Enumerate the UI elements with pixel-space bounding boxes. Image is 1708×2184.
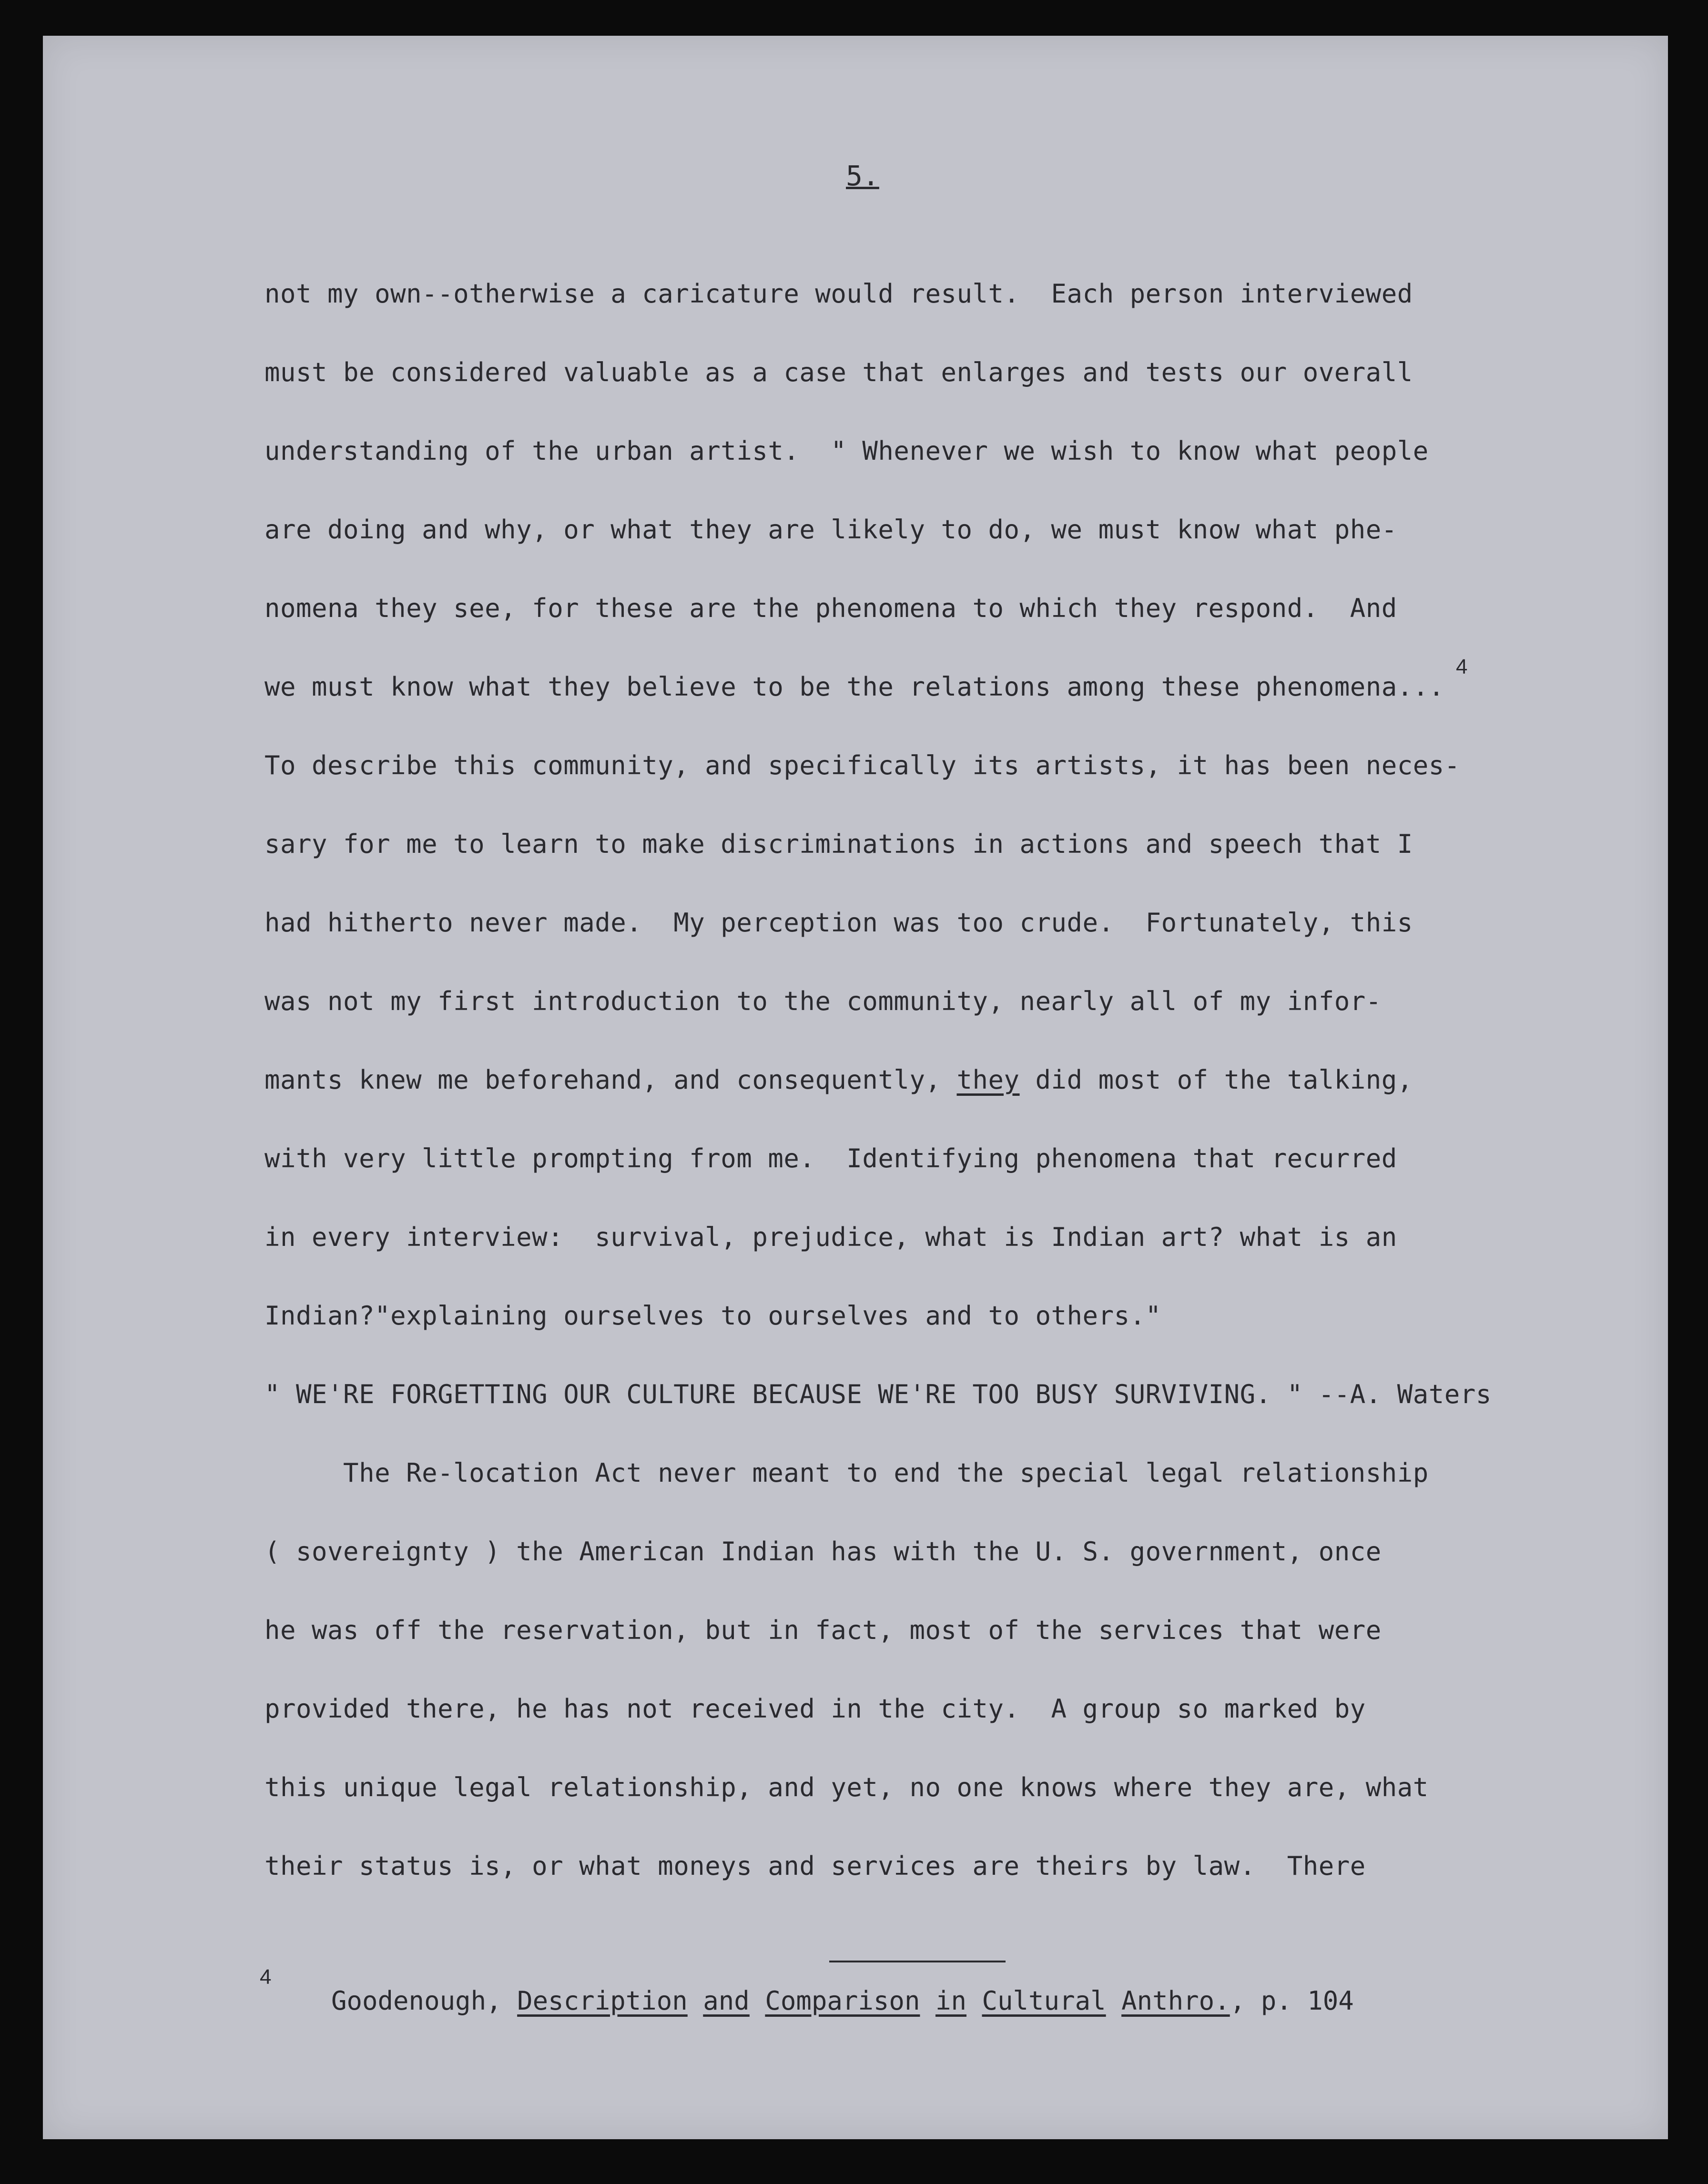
footnote-title-word: Anthro.	[1121, 1986, 1230, 2016]
body-line: are doing and why, or what they are likely to do, we must know what phe-	[264, 515, 1397, 545]
footnote-title-word: Comparison	[765, 1986, 920, 2016]
quote-line: " WE'RE FORGETTING OUR CULTURE BECAUSE WE'RE TOO BUSY SURVIVING. " --A. Waters	[264, 1379, 1492, 1409]
body-line: must be considered valuable as a case that enlarges and tests our overall	[264, 357, 1413, 387]
body-line-text: mants knew me beforehand, and consequently,	[264, 1065, 957, 1095]
page-number: 5.	[846, 160, 879, 192]
footnote-marker: 4	[260, 1965, 272, 1989]
body-line: he was off the reservation, but in fact, most of the services that were	[264, 1615, 1382, 1645]
footnote-reference: 4	[1456, 655, 1468, 678]
body-line: provided there, he has not received in the city. A group so marked by	[264, 1694, 1366, 1724]
body-line: had hitherto never made. My perception was too crude. Fortunately, this	[264, 908, 1413, 938]
body-line: in every interview: survival, prejudice, what is Indian art? what is an	[264, 1222, 1397, 1252]
body-line: with very little prompting from me. Identifying phenomena that recurred	[264, 1143, 1397, 1173]
footnote-page: , p. 104	[1230, 1986, 1354, 2016]
footnote-title-word: Cultural	[982, 1986, 1106, 2016]
emphasized-word: they	[956, 1065, 1020, 1095]
body-line: ( sovereignty ) the American Indian has with the U. S. government, once	[264, 1537, 1382, 1567]
body-line: Indian?"explaining ourselves to ourselves and to others."	[264, 1301, 1161, 1331]
footnote-title-word: in	[935, 1986, 966, 2016]
footnote-divider	[829, 1961, 1006, 1962]
body-line: was not my first introduction to the community, nearly all of my infor-	[264, 986, 1382, 1016]
body-line: we must know what they believe to be the relations among these phenomena...	[264, 672, 1444, 702]
body-line: this unique legal relationship, and yet, no one knows where they are, what	[264, 1772, 1429, 1802]
body-line-text: did most of the talking,	[1019, 1065, 1413, 1095]
body-line	[264, 1067, 1413, 1093]
body-line: To describe this community, and specifically its artists, it has been neces-	[264, 750, 1460, 780]
footnote-author: Goodenough,	[331, 1986, 518, 2016]
footnote	[331, 1986, 1354, 2016]
body-line: The Re-location Act never meant to end the special legal relationship	[264, 1458, 1429, 1488]
body-line: understanding of the urban artist. " Whenever we wish to know what people	[264, 436, 1429, 466]
body-line: not my own--otherwise a caricature would result. Each person interviewed	[264, 279, 1413, 309]
document-page	[43, 36, 1668, 2139]
body-line: their status is, or what moneys and services are theirs by law. There	[264, 1851, 1366, 1881]
footnote-title-word: and	[703, 1986, 750, 2016]
footnote-title-word: Description	[517, 1986, 688, 2016]
body-line: sary for me to learn to make discriminations in actions and speech that I	[264, 829, 1413, 859]
body-line: nomena they see, for these are the phenomena to which they respond. And	[264, 593, 1397, 623]
